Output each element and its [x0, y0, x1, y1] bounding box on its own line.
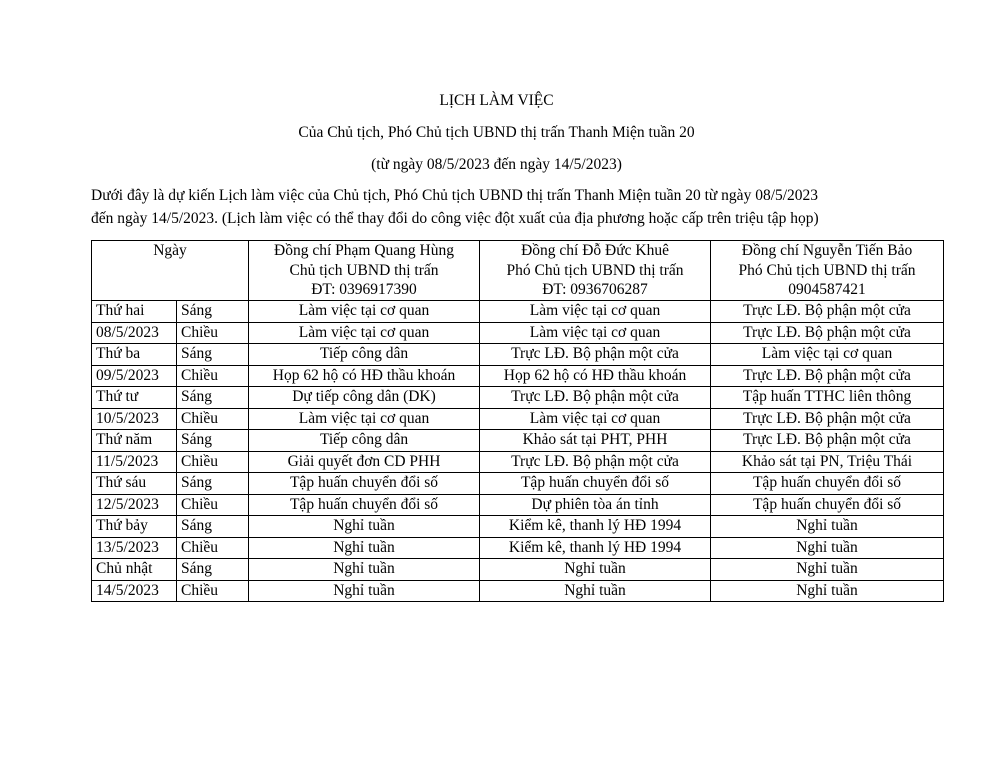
activity-cell: Nghỉ tuần: [249, 516, 480, 538]
weekday-cell: Thứ sáu: [92, 473, 177, 495]
header-official-3: Đồng chí Nguyễn Tiến Bảo Phó Chủ tịch UBND thị trấn 0904587421: [711, 241, 944, 301]
activity-cell: Trực LĐ. Bộ phận một cửa: [711, 408, 944, 430]
table-row: [92, 451, 944, 473]
activity-cell: Họp 62 hộ có HĐ thầu khoán: [480, 365, 711, 387]
weekday-cell: Chủ nhật: [92, 559, 177, 581]
activity-cell: Nghỉ tuần: [480, 580, 711, 602]
table-row: [92, 365, 944, 387]
session-cell: Sáng: [177, 387, 249, 409]
activity-cell: Kiểm kê, thanh lý HĐ 1994: [480, 516, 711, 538]
activity-cell: Làm việc tại cơ quan: [249, 301, 480, 323]
activity-cell: Làm việc tại cơ quan: [480, 322, 711, 344]
activity-cell: Trực LĐ. Bộ phận một cửa: [480, 344, 711, 366]
weekday-cell: Thứ năm: [92, 430, 177, 452]
activity-cell: Tập huấn chuyển đổi số: [249, 494, 480, 516]
table-row: [92, 494, 944, 516]
intro-paragraph: [91, 184, 951, 230]
date-range: (từ ngày 08/5/2023 đến ngày 14/5/2023): [371, 156, 622, 173]
session-cell: Chiều: [177, 365, 249, 387]
activity-cell: Tập huấn chuyển đổi số: [711, 473, 944, 495]
table-row: [92, 559, 944, 581]
activity-cell: Tập huấn chuyển đổi số: [711, 494, 944, 516]
table-row: [92, 322, 944, 344]
activity-cell: Tập huấn TTHC liên thông: [711, 387, 944, 409]
activity-cell: Làm việc tại cơ quan: [249, 408, 480, 430]
table-row: [92, 473, 944, 495]
session-cell: Sáng: [177, 559, 249, 581]
weekday-cell: Thứ ba: [92, 344, 177, 366]
table-row: [92, 537, 944, 559]
intro-line-2: đến ngày 14/5/2023. (Lịch làm việc có thể thay đổi do công việc đột xuất của địa phương hoặc cấp trên triệu tập họp): [91, 210, 819, 227]
date-cell: 14/5/2023: [92, 580, 177, 602]
activity-cell: Dự tiếp công dân (DK): [249, 387, 480, 409]
activity-cell: Làm việc tại cơ quan: [480, 408, 711, 430]
activity-cell: Họp 62 hộ có HĐ thầu khoán: [249, 365, 480, 387]
activity-cell: Trực LĐ. Bộ phận một cửa: [711, 430, 944, 452]
session-cell: Sáng: [177, 516, 249, 538]
activity-cell: Trực LĐ. Bộ phận một cửa: [711, 322, 944, 344]
activity-cell: Khảo sát tại PN, Triệu Thái: [711, 451, 944, 473]
session-cell: Sáng: [177, 344, 249, 366]
date-cell: 12/5/2023: [92, 494, 177, 516]
table-row: [92, 516, 944, 538]
session-cell: Sáng: [177, 430, 249, 452]
weekday-cell: Thứ hai: [92, 301, 177, 323]
activity-cell: Nghỉ tuần: [249, 559, 480, 581]
activity-cell: Tiếp công dân: [249, 344, 480, 366]
schedule-body: [92, 301, 944, 602]
activity-cell: Khảo sát tại PHT, PHH: [480, 430, 711, 452]
table-row: [92, 408, 944, 430]
table-row: [92, 580, 944, 602]
session-cell: Chiều: [177, 408, 249, 430]
activity-cell: Tập huấn chuyển đổi số: [480, 473, 711, 495]
activity-cell: Làm việc tại cơ quan: [480, 301, 711, 323]
activity-cell: Dự phiên tòa án tỉnh: [480, 494, 711, 516]
activity-cell: Trực LĐ. Bộ phận một cửa: [711, 365, 944, 387]
intro-line-1: Dưới đây là dự kiến Lịch làm việc của Chủ tịch, Phó Chủ tịch UBND thị trấn Thanh Miện tuần 20 từ ngày 08/5/2023: [91, 187, 819, 204]
activity-cell: Nghỉ tuần: [711, 559, 944, 581]
table-header-row: [92, 241, 944, 301]
weekday-cell: Thứ bảy: [92, 516, 177, 538]
date-cell: 11/5/2023: [92, 451, 177, 473]
table-row: [92, 301, 944, 323]
session-cell: Chiều: [177, 322, 249, 344]
table-row: [92, 430, 944, 452]
date-cell: 09/5/2023: [92, 365, 177, 387]
activity-cell: Trực LĐ. Bộ phận một cửa: [711, 301, 944, 323]
activity-cell: Giải quyết đơn CD PHH: [249, 451, 480, 473]
activity-cell: Nghỉ tuần: [711, 537, 944, 559]
activity-cell: Tiếp công dân: [249, 430, 480, 452]
activity-cell: Nghỉ tuần: [249, 537, 480, 559]
header-official-1: Đồng chí Phạm Quang Hùng Chủ tịch UBND thị trấn ĐT: 0396917390: [249, 241, 480, 301]
schedule-table: [91, 240, 944, 602]
session-cell: Chiều: [177, 451, 249, 473]
date-cell: 10/5/2023: [92, 408, 177, 430]
activity-cell: Nghỉ tuần: [480, 559, 711, 581]
activity-cell: Trực LĐ. Bộ phận một cửa: [480, 451, 711, 473]
weekday-cell: Thứ tư: [92, 387, 177, 409]
date-cell: 13/5/2023: [92, 537, 177, 559]
session-cell: Sáng: [177, 301, 249, 323]
date-cell: 08/5/2023: [92, 322, 177, 344]
activity-cell: Làm việc tại cơ quan: [249, 322, 480, 344]
session-cell: Chiều: [177, 580, 249, 602]
session-cell: Chiều: [177, 494, 249, 516]
header-official-2: Đồng chí Đỗ Đức Khuê Phó Chủ tịch UBND thị trấn ĐT: 0936706287: [480, 241, 711, 301]
activity-cell: Làm việc tại cơ quan: [711, 344, 944, 366]
activity-cell: Kiểm kê, thanh lý HĐ 1994: [480, 537, 711, 559]
table-row: [92, 387, 944, 409]
document-subtitle: Của Chủ tịch, Phó Chủ tịch UBND thị trấn Thanh Miện tuần 20: [298, 124, 695, 141]
activity-cell: Nghỉ tuần: [249, 580, 480, 602]
session-cell: Chiều: [177, 537, 249, 559]
document-title: LỊCH LÀM VIỆC: [439, 92, 554, 109]
activity-cell: Tập huấn chuyển đổi số: [249, 473, 480, 495]
header-day: Ngày: [92, 241, 249, 301]
activity-cell: Nghỉ tuần: [711, 580, 944, 602]
activity-cell: Nghỉ tuần: [711, 516, 944, 538]
activity-cell: Trực LĐ. Bộ phận một cửa: [480, 387, 711, 409]
session-cell: Sáng: [177, 473, 249, 495]
table-row: [92, 344, 944, 366]
